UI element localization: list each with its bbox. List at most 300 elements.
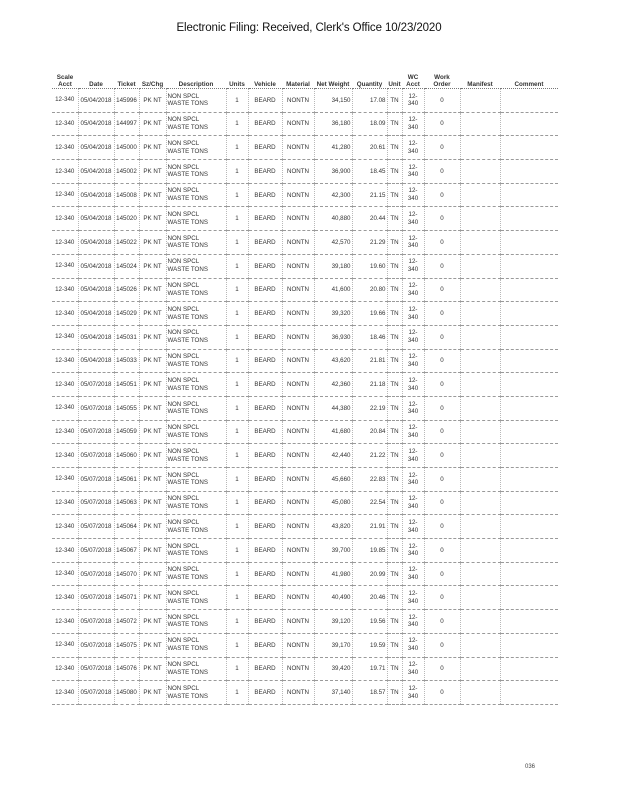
cell-unit: TN xyxy=(387,373,402,397)
cell-ticket: 145076 xyxy=(114,657,139,681)
cell-work-order: 0 xyxy=(424,325,460,349)
cell-wc-acct xyxy=(402,89,424,113)
cell-manifest xyxy=(460,112,500,136)
cell-unit: TN xyxy=(387,254,402,278)
cell-comment xyxy=(500,160,558,184)
cell-wc-acct-line-2: 340 xyxy=(407,692,419,700)
cell-description xyxy=(166,112,226,136)
cell-description-line-2: WASTE TONS xyxy=(167,337,208,345)
cell-work-order: 0 xyxy=(424,373,460,397)
cell-description xyxy=(166,657,226,681)
cell-vehicle: BEARD xyxy=(248,160,282,184)
cell-comment xyxy=(500,302,558,326)
table-row xyxy=(52,539,558,563)
cell-scale-acct: 12-340 xyxy=(52,349,78,373)
cell-wc-acct xyxy=(402,633,424,657)
cell-scale-acct: 12-340 xyxy=(52,468,78,492)
cell-sz-chg: PK NT xyxy=(139,586,166,610)
cell-description-line-1: NON SPCL xyxy=(167,471,200,479)
cell-unit: TN xyxy=(387,349,402,373)
cell-units: 1 xyxy=(226,231,248,255)
cell-description-line-2: WASTE TONS xyxy=(167,242,208,250)
cell-description-line-2: WASTE TONS xyxy=(167,526,208,534)
cell-comment xyxy=(500,515,558,539)
cell-sz-chg: PK NT xyxy=(139,681,166,705)
cell-wc-acct-line-2: 340 xyxy=(407,124,419,132)
cell-wc-acct xyxy=(402,420,424,444)
cell-unit: TN xyxy=(387,562,402,586)
cell-comment xyxy=(500,420,558,444)
cell-description-line-2: WASTE TONS xyxy=(167,597,208,605)
cell-unit: TN xyxy=(387,136,402,160)
cell-date: 05/04/2018 xyxy=(78,231,114,255)
cell-units: 1 xyxy=(226,183,248,207)
cell-scale-acct: 12-340 xyxy=(52,444,78,468)
cell-wc-acct-line-1: 12- xyxy=(408,613,418,621)
cell-scale-acct: 12-340 xyxy=(52,112,78,136)
cell-sz-chg: PK NT xyxy=(139,207,166,231)
cell-description-line-1: NON SPCL xyxy=(167,661,200,669)
cell-quantity: 18.09 xyxy=(352,112,387,136)
cell-material: NONTN xyxy=(282,539,314,563)
cell-material: NONTN xyxy=(282,112,314,136)
cell-vehicle: BEARD xyxy=(248,633,282,657)
cell-quantity: 18.57 xyxy=(352,681,387,705)
table-row xyxy=(52,89,558,113)
cell-sz-chg: PK NT xyxy=(139,610,166,634)
cell-wc-acct-line-1: 12- xyxy=(408,447,418,455)
cell-vehicle: BEARD xyxy=(248,539,282,563)
cell-wc-acct-line-2: 340 xyxy=(407,455,419,463)
cell-ticket: 145008 xyxy=(114,183,139,207)
cell-wc-acct-line-2: 340 xyxy=(407,147,419,155)
cell-scale-acct: 12-340 xyxy=(52,633,78,657)
page-number: 036 xyxy=(525,764,536,770)
cell-quantity: 21.18 xyxy=(352,373,387,397)
cell-comment xyxy=(500,444,558,468)
cell-units: 1 xyxy=(226,562,248,586)
cell-material: NONTN xyxy=(282,136,314,160)
cell-description-line-1: NON SPCL xyxy=(167,376,200,384)
cell-description-line-1: NON SPCL xyxy=(167,447,200,455)
cell-net-weight: 44,380 xyxy=(314,396,352,420)
cell-work-order: 0 xyxy=(424,444,460,468)
cell-quantity: 18.45 xyxy=(352,160,387,184)
cell-comment xyxy=(500,325,558,349)
cell-net-weight: 36,180 xyxy=(314,112,352,136)
cell-description xyxy=(166,207,226,231)
cell-vehicle: BEARD xyxy=(248,89,282,113)
cell-vehicle: BEARD xyxy=(248,278,282,302)
cell-quantity: 20.44 xyxy=(352,207,387,231)
cell-ticket: 145067 xyxy=(114,539,139,563)
cell-sz-chg: PK NT xyxy=(139,231,166,255)
cell-units: 1 xyxy=(226,633,248,657)
cell-quantity: 20.84 xyxy=(352,420,387,444)
cell-scale-acct: 12-340 xyxy=(52,586,78,610)
cell-manifest xyxy=(460,160,500,184)
cell-scale-acct: 12-340 xyxy=(52,681,78,705)
cell-scale-acct: 12-340 xyxy=(52,539,78,563)
cell-description-line-2: WASTE TONS xyxy=(167,171,208,179)
cell-comment xyxy=(500,231,558,255)
cell-scale-acct: 12-340 xyxy=(52,610,78,634)
cell-wc-acct-line-1: 12- xyxy=(408,305,418,313)
cell-wc-acct xyxy=(402,539,424,563)
cell-manifest xyxy=(460,562,500,586)
cell-date: 05/07/2018 xyxy=(78,491,114,515)
table-row xyxy=(52,160,558,184)
col-header-manifest: Manifest xyxy=(460,70,500,89)
cell-units: 1 xyxy=(226,539,248,563)
cell-comment xyxy=(500,633,558,657)
col-header-sz-chg: Sz/Chg xyxy=(139,70,166,89)
cell-wc-acct-line-2: 340 xyxy=(407,645,419,653)
cell-date: 05/07/2018 xyxy=(78,610,114,634)
cell-sz-chg: PK NT xyxy=(139,562,166,586)
cell-work-order: 0 xyxy=(424,681,460,705)
cell-date: 05/07/2018 xyxy=(78,468,114,492)
table-row xyxy=(52,183,558,207)
cell-wc-acct-line-1: 12- xyxy=(408,376,418,384)
cell-ticket: 144997 xyxy=(114,112,139,136)
cell-scale-acct: 12-340 xyxy=(52,207,78,231)
cell-wc-acct-line-1: 12- xyxy=(408,495,418,503)
cell-unit: TN xyxy=(387,539,402,563)
cell-description xyxy=(166,231,226,255)
cell-sz-chg: PK NT xyxy=(139,491,166,515)
cell-ticket: 145075 xyxy=(114,633,139,657)
col-header-unit: Unit xyxy=(387,70,402,89)
cell-description xyxy=(166,444,226,468)
cell-vehicle: BEARD xyxy=(248,681,282,705)
cell-units: 1 xyxy=(226,207,248,231)
cell-description-line-1: NON SPCL xyxy=(167,139,200,147)
cell-description xyxy=(166,396,226,420)
cell-quantity: 21.81 xyxy=(352,349,387,373)
table-row xyxy=(52,633,558,657)
cell-work-order: 0 xyxy=(424,539,460,563)
cell-net-weight: 34,150 xyxy=(314,89,352,113)
cell-manifest xyxy=(460,539,500,563)
cell-unit: TN xyxy=(387,89,402,113)
cell-vehicle: BEARD xyxy=(248,112,282,136)
cell-manifest xyxy=(460,444,500,468)
cell-unit: TN xyxy=(387,657,402,681)
cell-description xyxy=(166,349,226,373)
cell-wc-acct-line-2: 340 xyxy=(407,313,419,321)
cell-date: 05/04/2018 xyxy=(78,89,114,113)
cell-material: NONTN xyxy=(282,254,314,278)
col-header-description: Description xyxy=(166,70,226,89)
cell-material: NONTN xyxy=(282,515,314,539)
cell-material: NONTN xyxy=(282,278,314,302)
cell-description xyxy=(166,420,226,444)
cell-material: NONTN xyxy=(282,586,314,610)
cell-vehicle: BEARD xyxy=(248,586,282,610)
cell-sz-chg: PK NT xyxy=(139,515,166,539)
cell-ticket: 145000 xyxy=(114,136,139,160)
cell-units: 1 xyxy=(226,681,248,705)
cell-scale-acct: 12-340 xyxy=(52,420,78,444)
cell-wc-acct-line-1: 12- xyxy=(408,637,418,645)
cell-wc-acct xyxy=(402,278,424,302)
col-header-net-weight: Net Weight xyxy=(314,70,352,89)
cell-date: 05/07/2018 xyxy=(78,420,114,444)
table-row xyxy=(52,657,558,681)
cell-date: 05/07/2018 xyxy=(78,515,114,539)
cell-sz-chg: PK NT xyxy=(139,325,166,349)
cell-wc-acct xyxy=(402,302,424,326)
cell-vehicle: BEARD xyxy=(248,136,282,160)
cell-manifest xyxy=(460,183,500,207)
cell-vehicle: BEARD xyxy=(248,231,282,255)
cell-description-line-1: NON SPCL xyxy=(167,163,200,171)
table-row xyxy=(52,586,558,610)
cell-sz-chg: PK NT xyxy=(139,420,166,444)
cell-comment xyxy=(500,586,558,610)
cell-description-line-2: WASTE TONS xyxy=(167,645,208,653)
cell-ticket: 145026 xyxy=(114,278,139,302)
cell-sz-chg: PK NT xyxy=(139,468,166,492)
cell-description-line-1: NON SPCL xyxy=(167,684,200,692)
cell-net-weight: 39,420 xyxy=(314,657,352,681)
cell-material: NONTN xyxy=(282,610,314,634)
cell-description-line-2: WASTE TONS xyxy=(167,431,208,439)
cell-description xyxy=(166,183,226,207)
cell-net-weight: 41,600 xyxy=(314,278,352,302)
cell-units: 1 xyxy=(226,136,248,160)
cell-description xyxy=(166,633,226,657)
cell-wc-acct-line-2: 340 xyxy=(407,171,419,179)
cell-unit: TN xyxy=(387,207,402,231)
col-header-date: Date xyxy=(78,70,114,89)
cell-quantity: 19.59 xyxy=(352,633,387,657)
cell-net-weight: 42,300 xyxy=(314,183,352,207)
cell-work-order: 0 xyxy=(424,231,460,255)
cell-net-weight: 41,680 xyxy=(314,420,352,444)
cell-net-weight: 36,900 xyxy=(314,160,352,184)
cell-description-line-1: NON SPCL xyxy=(167,234,200,242)
cell-scale-acct: 12-340 xyxy=(52,491,78,515)
table-row xyxy=(52,681,558,705)
cell-manifest xyxy=(460,231,500,255)
cell-date: 05/07/2018 xyxy=(78,657,114,681)
cell-net-weight: 39,320 xyxy=(314,302,352,326)
cell-units: 1 xyxy=(226,396,248,420)
col-header-vehicle: Vehicle xyxy=(248,70,282,89)
cell-net-weight: 45,080 xyxy=(314,491,352,515)
table-row xyxy=(52,112,558,136)
cell-manifest xyxy=(460,610,500,634)
cell-wc-acct-line-1: 12- xyxy=(408,92,418,100)
cell-material: NONTN xyxy=(282,89,314,113)
cell-wc-acct-line-2: 340 xyxy=(407,218,419,226)
cell-wc-acct-line-2: 340 xyxy=(407,597,419,605)
cell-description xyxy=(166,515,226,539)
cell-description xyxy=(166,586,226,610)
cell-vehicle: BEARD xyxy=(248,444,282,468)
cell-comment xyxy=(500,183,558,207)
cell-scale-acct: 12-340 xyxy=(52,325,78,349)
cell-work-order: 0 xyxy=(424,254,460,278)
table-row xyxy=(52,491,558,515)
cell-unit: TN xyxy=(387,396,402,420)
cell-scale-acct: 12-340 xyxy=(52,562,78,586)
cell-wc-acct-line-2: 340 xyxy=(407,503,419,511)
table-header-row xyxy=(52,70,558,89)
cell-wc-acct-line-1: 12- xyxy=(408,234,418,242)
cell-description xyxy=(166,562,226,586)
cell-ticket: 145064 xyxy=(114,515,139,539)
cell-units: 1 xyxy=(226,491,248,515)
cell-comment xyxy=(500,562,558,586)
cell-vehicle: BEARD xyxy=(248,562,282,586)
cell-unit: TN xyxy=(387,681,402,705)
col-header-units: Units xyxy=(226,70,248,89)
cell-material: NONTN xyxy=(282,302,314,326)
cell-manifest xyxy=(460,633,500,657)
cell-work-order: 0 xyxy=(424,468,460,492)
cell-quantity: 20.46 xyxy=(352,586,387,610)
cell-description xyxy=(166,160,226,184)
cell-date: 05/04/2018 xyxy=(78,278,114,302)
cell-work-order: 0 xyxy=(424,562,460,586)
cell-comment xyxy=(500,349,558,373)
cell-manifest xyxy=(460,349,500,373)
cell-date: 05/07/2018 xyxy=(78,539,114,563)
cell-description-line-1: NON SPCL xyxy=(167,566,200,574)
cell-material: NONTN xyxy=(282,373,314,397)
cell-sz-chg: PK NT xyxy=(139,539,166,563)
cell-description-line-2: WASTE TONS xyxy=(167,668,208,676)
cell-sz-chg: PK NT xyxy=(139,160,166,184)
cell-units: 1 xyxy=(226,278,248,302)
filing-stamp-header: Electronic Filing: Received, Clerk's Office 10/23/2020 xyxy=(176,22,442,34)
cell-description xyxy=(166,491,226,515)
cell-unit: TN xyxy=(387,325,402,349)
cell-unit: TN xyxy=(387,231,402,255)
cell-net-weight: 37,140 xyxy=(314,681,352,705)
cell-ticket: 145051 xyxy=(114,373,139,397)
cell-units: 1 xyxy=(226,515,248,539)
cell-sz-chg: PK NT xyxy=(139,302,166,326)
col-header-material: Material xyxy=(282,70,314,89)
cell-work-order: 0 xyxy=(424,183,460,207)
cell-ticket: 145061 xyxy=(114,468,139,492)
cell-manifest xyxy=(460,136,500,160)
cell-scale-acct: 12-340 xyxy=(52,160,78,184)
cell-quantity: 22.54 xyxy=(352,491,387,515)
cell-manifest xyxy=(460,681,500,705)
cell-comment xyxy=(500,657,558,681)
cell-description-line-1: NON SPCL xyxy=(167,637,200,645)
cell-material: NONTN xyxy=(282,444,314,468)
cell-wc-acct-line-1: 12- xyxy=(408,684,418,692)
table-row xyxy=(52,515,558,539)
cell-material: NONTN xyxy=(282,349,314,373)
cell-ticket: 145002 xyxy=(114,160,139,184)
table-row xyxy=(52,373,558,397)
cell-material: NONTN xyxy=(282,231,314,255)
cell-description-line-1: NON SPCL xyxy=(167,211,200,219)
cell-units: 1 xyxy=(226,254,248,278)
table-row xyxy=(52,302,558,326)
cell-vehicle: BEARD xyxy=(248,325,282,349)
cell-wc-acct xyxy=(402,254,424,278)
col-header-work-order: Work Order xyxy=(424,70,460,89)
cell-vehicle: BEARD xyxy=(248,302,282,326)
cell-date: 05/04/2018 xyxy=(78,302,114,326)
cell-wc-acct-line-1: 12- xyxy=(408,187,418,195)
cell-wc-acct xyxy=(402,491,424,515)
cell-manifest xyxy=(460,586,500,610)
cell-vehicle: BEARD xyxy=(248,491,282,515)
cell-manifest xyxy=(460,254,500,278)
cell-comment xyxy=(500,491,558,515)
cell-material: NONTN xyxy=(282,160,314,184)
cell-quantity: 19.85 xyxy=(352,539,387,563)
cell-comment xyxy=(500,112,558,136)
cell-vehicle: BEARD xyxy=(248,373,282,397)
cell-wc-acct-line-1: 12- xyxy=(408,116,418,124)
table-row xyxy=(52,278,558,302)
cell-description-line-1: NON SPCL xyxy=(167,329,200,337)
cell-quantity: 21.22 xyxy=(352,444,387,468)
cell-quantity: 21.15 xyxy=(352,183,387,207)
cell-wc-acct-line-1: 12- xyxy=(408,518,418,526)
cell-ticket: 145070 xyxy=(114,562,139,586)
cell-description-line-2: WASTE TONS xyxy=(167,147,208,155)
cell-work-order: 0 xyxy=(424,420,460,444)
cell-vehicle: BEARD xyxy=(248,515,282,539)
cell-scale-acct: 12-340 xyxy=(52,657,78,681)
table-row xyxy=(52,136,558,160)
cell-wc-acct-line-1: 12- xyxy=(408,424,418,432)
cell-sz-chg: PK NT xyxy=(139,89,166,113)
cell-scale-acct: 12-340 xyxy=(52,231,78,255)
cell-comment xyxy=(500,468,558,492)
cell-wc-acct-line-2: 340 xyxy=(407,479,419,487)
cell-date: 05/04/2018 xyxy=(78,254,114,278)
cell-date: 05/07/2018 xyxy=(78,444,114,468)
cell-wc-acct xyxy=(402,515,424,539)
cell-wc-acct-line-2: 340 xyxy=(407,289,419,297)
cell-description-line-1: NON SPCL xyxy=(167,187,200,195)
cell-material: NONTN xyxy=(282,207,314,231)
cell-sz-chg: PK NT xyxy=(139,136,166,160)
cell-wc-acct xyxy=(402,136,424,160)
cell-wc-acct-line-1: 12- xyxy=(408,329,418,337)
table-row xyxy=(52,562,558,586)
cell-description-line-1: NON SPCL xyxy=(167,613,200,621)
cell-description xyxy=(166,136,226,160)
cell-description-line-2: WASTE TONS xyxy=(167,550,208,558)
table-row xyxy=(52,420,558,444)
cell-comment xyxy=(500,610,558,634)
cell-manifest xyxy=(460,396,500,420)
cell-wc-acct-line-1: 12- xyxy=(408,661,418,669)
cell-description xyxy=(166,278,226,302)
cell-wc-acct xyxy=(402,657,424,681)
cell-description-line-2: WASTE TONS xyxy=(167,455,208,463)
cell-wc-acct-line-2: 340 xyxy=(407,266,419,274)
cell-description-line-2: WASTE TONS xyxy=(167,124,208,132)
cell-scale-acct: 12-340 xyxy=(52,302,78,326)
cell-quantity: 19.66 xyxy=(352,302,387,326)
cell-description xyxy=(166,254,226,278)
cell-description-line-1: NON SPCL xyxy=(167,424,200,432)
